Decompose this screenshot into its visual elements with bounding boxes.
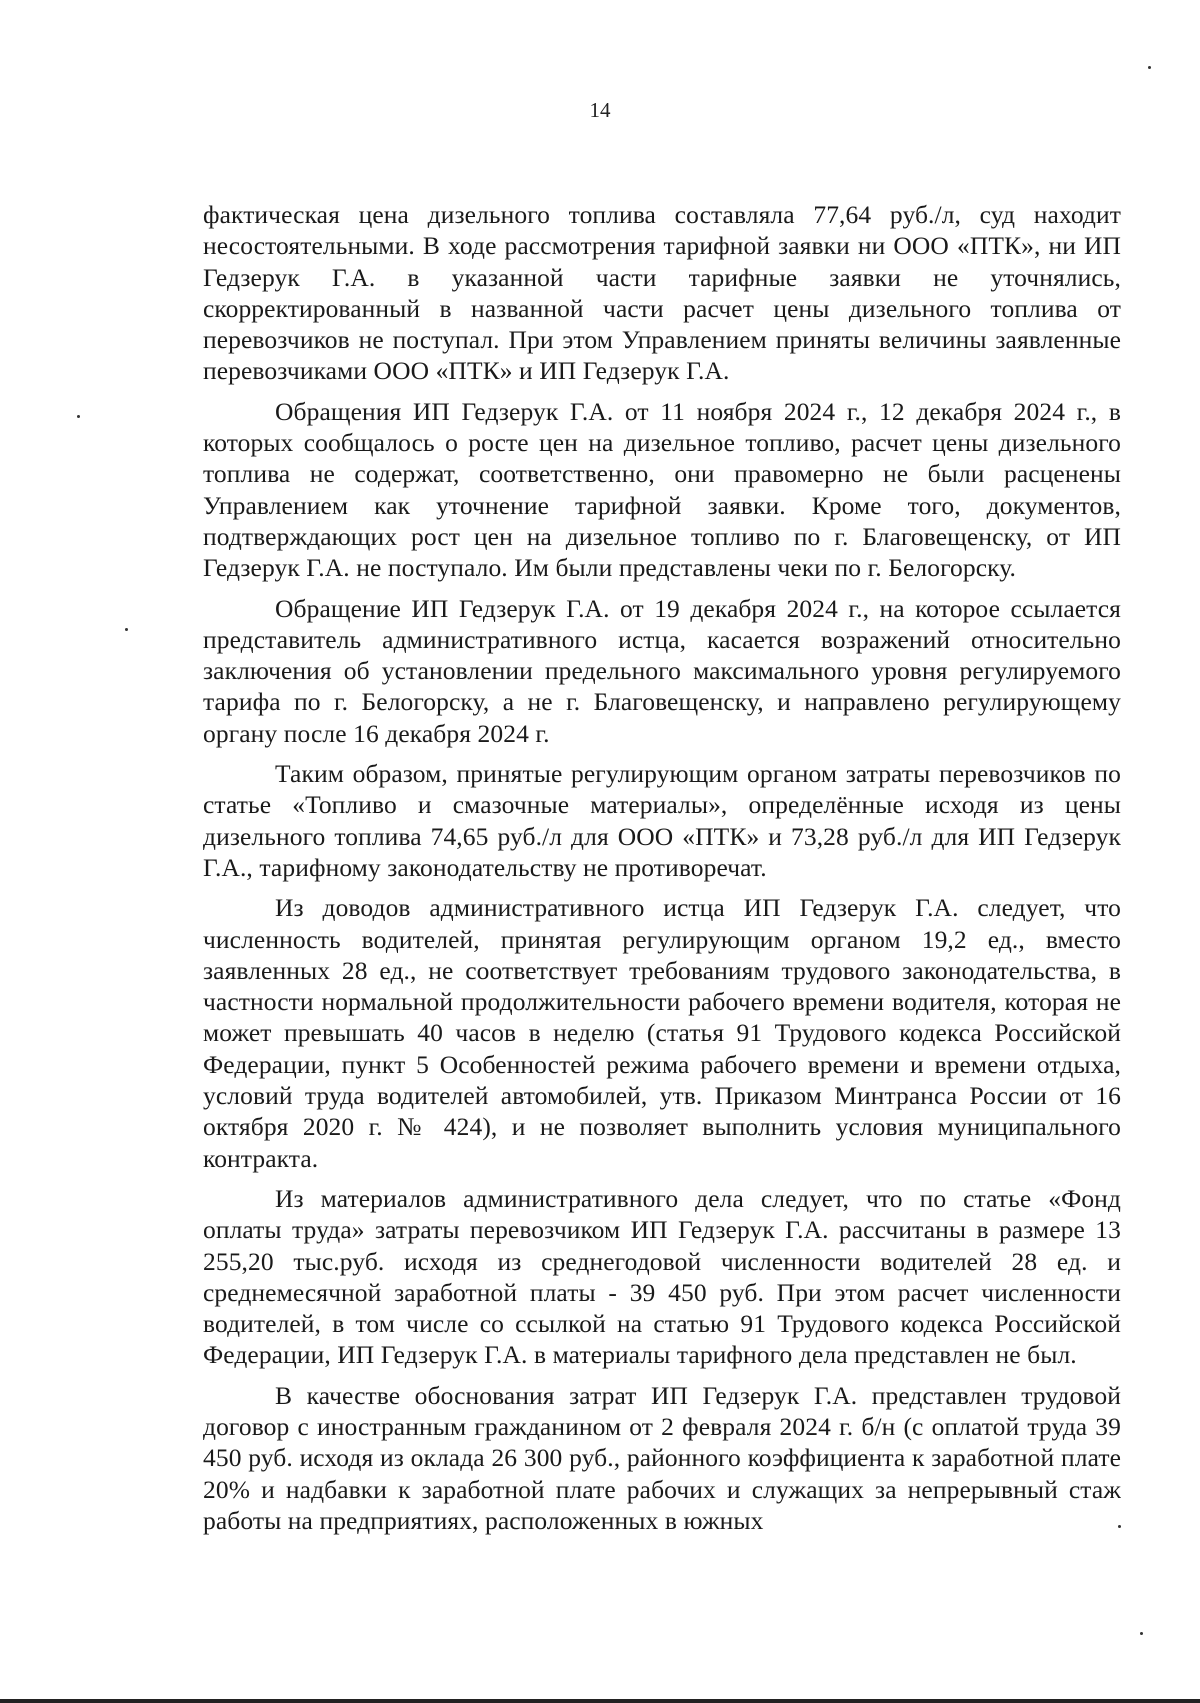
paragraph-5: Из доводов административного истца ИП Гедзерук Г.А. следует, что численность водителей, принятая регулирующим органом 19,2 ед., вместо заявленных 28 ед., не соответствует требованиям трудового законодательства, в частности нормальной продолжительности рабочего времени водителя, которая не может превышать 40 часов в неделю (статья 91 Трудового кодекса Российской Федерации, пункт 5 Особенностей режима рабочего времени и времени отдыха, условий труда водителей автомобилей, утв. Приказом Минтранса России от 16 октября 2020 г. № 424), и не позволяет выполнить условия муниципального контракта. bbox=[203, 893, 1121, 1173]
scan-speck bbox=[125, 628, 128, 631]
document-body bbox=[203, 199, 1121, 1545]
paragraph-1: фактическая цена дизельного топлива составляла 77,64 руб./л, суд находит несостоятельными. В ходе рассмотрения тарифной заявки ни ООО «ПТК», ни ИП Гедзерук Г.А. в указанной части тарифные заявки не уточнялись, скорректированный в названной части расчет цены дизельного топлива от перевозчиков не поступал. При этом Управлением приняты величины заявленные перевозчиками ООО «ПТК» и ИП Гедзерук Г.А. bbox=[203, 200, 1121, 386]
scan-speck bbox=[1140, 1632, 1143, 1635]
paragraph-7: В качестве обоснования затрат ИП Гедзерук Г.А. представлен трудовой договор с иностранным гражданином от 2 февраля 2024 г. б/н (с оплатой труда 39 450 руб. исходя из оклада 26 300 руб., районного коэффициента к заработной плате 20% и надбавки к заработной плате рабочих и служащих за непрерывный стаж работы на предприятиях, расположенных в южных bbox=[203, 1380, 1121, 1535]
scan-bottom-edge bbox=[0, 1699, 1200, 1703]
paragraph-2: Обращения ИП Гедзерук Г.А. от 11 ноября 2024 г., 12 декабря 2024 г., в которых сообщалось о росте цен на дизельное топливо, расчет цены дизельного топлива не содержат, соответственно, они правомерно не были расценены Управлением как уточнение тарифной заявки. Кроме того, документов, подтверждающих рост цен на дизельное топливо по г. Благовещенску, от ИП Гедзерук Г.А. не поступало. Им были представлены чеки по г. Белогорску. bbox=[203, 396, 1121, 583]
paragraph-3: Обращение ИП Гедзерук Г.А. от 19 декабря 2024 г., на которое ссылается представитель административного истца, касается возражений относительно заключения об установлении предельного максимального уровня регулируемого тарифа по г. Белогорску, а не г. Благовещенску, и направлено регулирующему органу после 16 декабря 2024 г. bbox=[203, 593, 1121, 748]
paragraph-6: Из материалов административного дела следует, что по статье «Фонд оплаты труда» затраты перевозчиком ИП Гедзерук Г.А. рассчитаны в размере 13 255,20 тыс.руб. исходя из среднегодовой численности водителей 28 ед. и среднемесячной заработной платы - 39 450 руб. При этом расчет численности водителей, в том числе со ссылкой на статью 91 Трудового кодекса Российской Федерации, ИП Гедзерук Г.А. в материалы тарифного дела представлен не был. bbox=[203, 1183, 1121, 1370]
scan-speck bbox=[77, 415, 80, 418]
scan-speck bbox=[1148, 66, 1151, 69]
paragraph-4: Таким образом, принятые регулирующим органом затраты перевозчиков по статье «Топливо и смазочные материалы», определённые исходя из цены дизельного топлива 74,65 руб./л для ООО «ПТК» и 73,28 руб./л для ИП Гедзерук Г.А., тарифному законодательству не противоречат. bbox=[203, 759, 1121, 882]
scan-speck bbox=[1118, 1525, 1121, 1528]
page-number: 14 bbox=[589, 98, 611, 122]
